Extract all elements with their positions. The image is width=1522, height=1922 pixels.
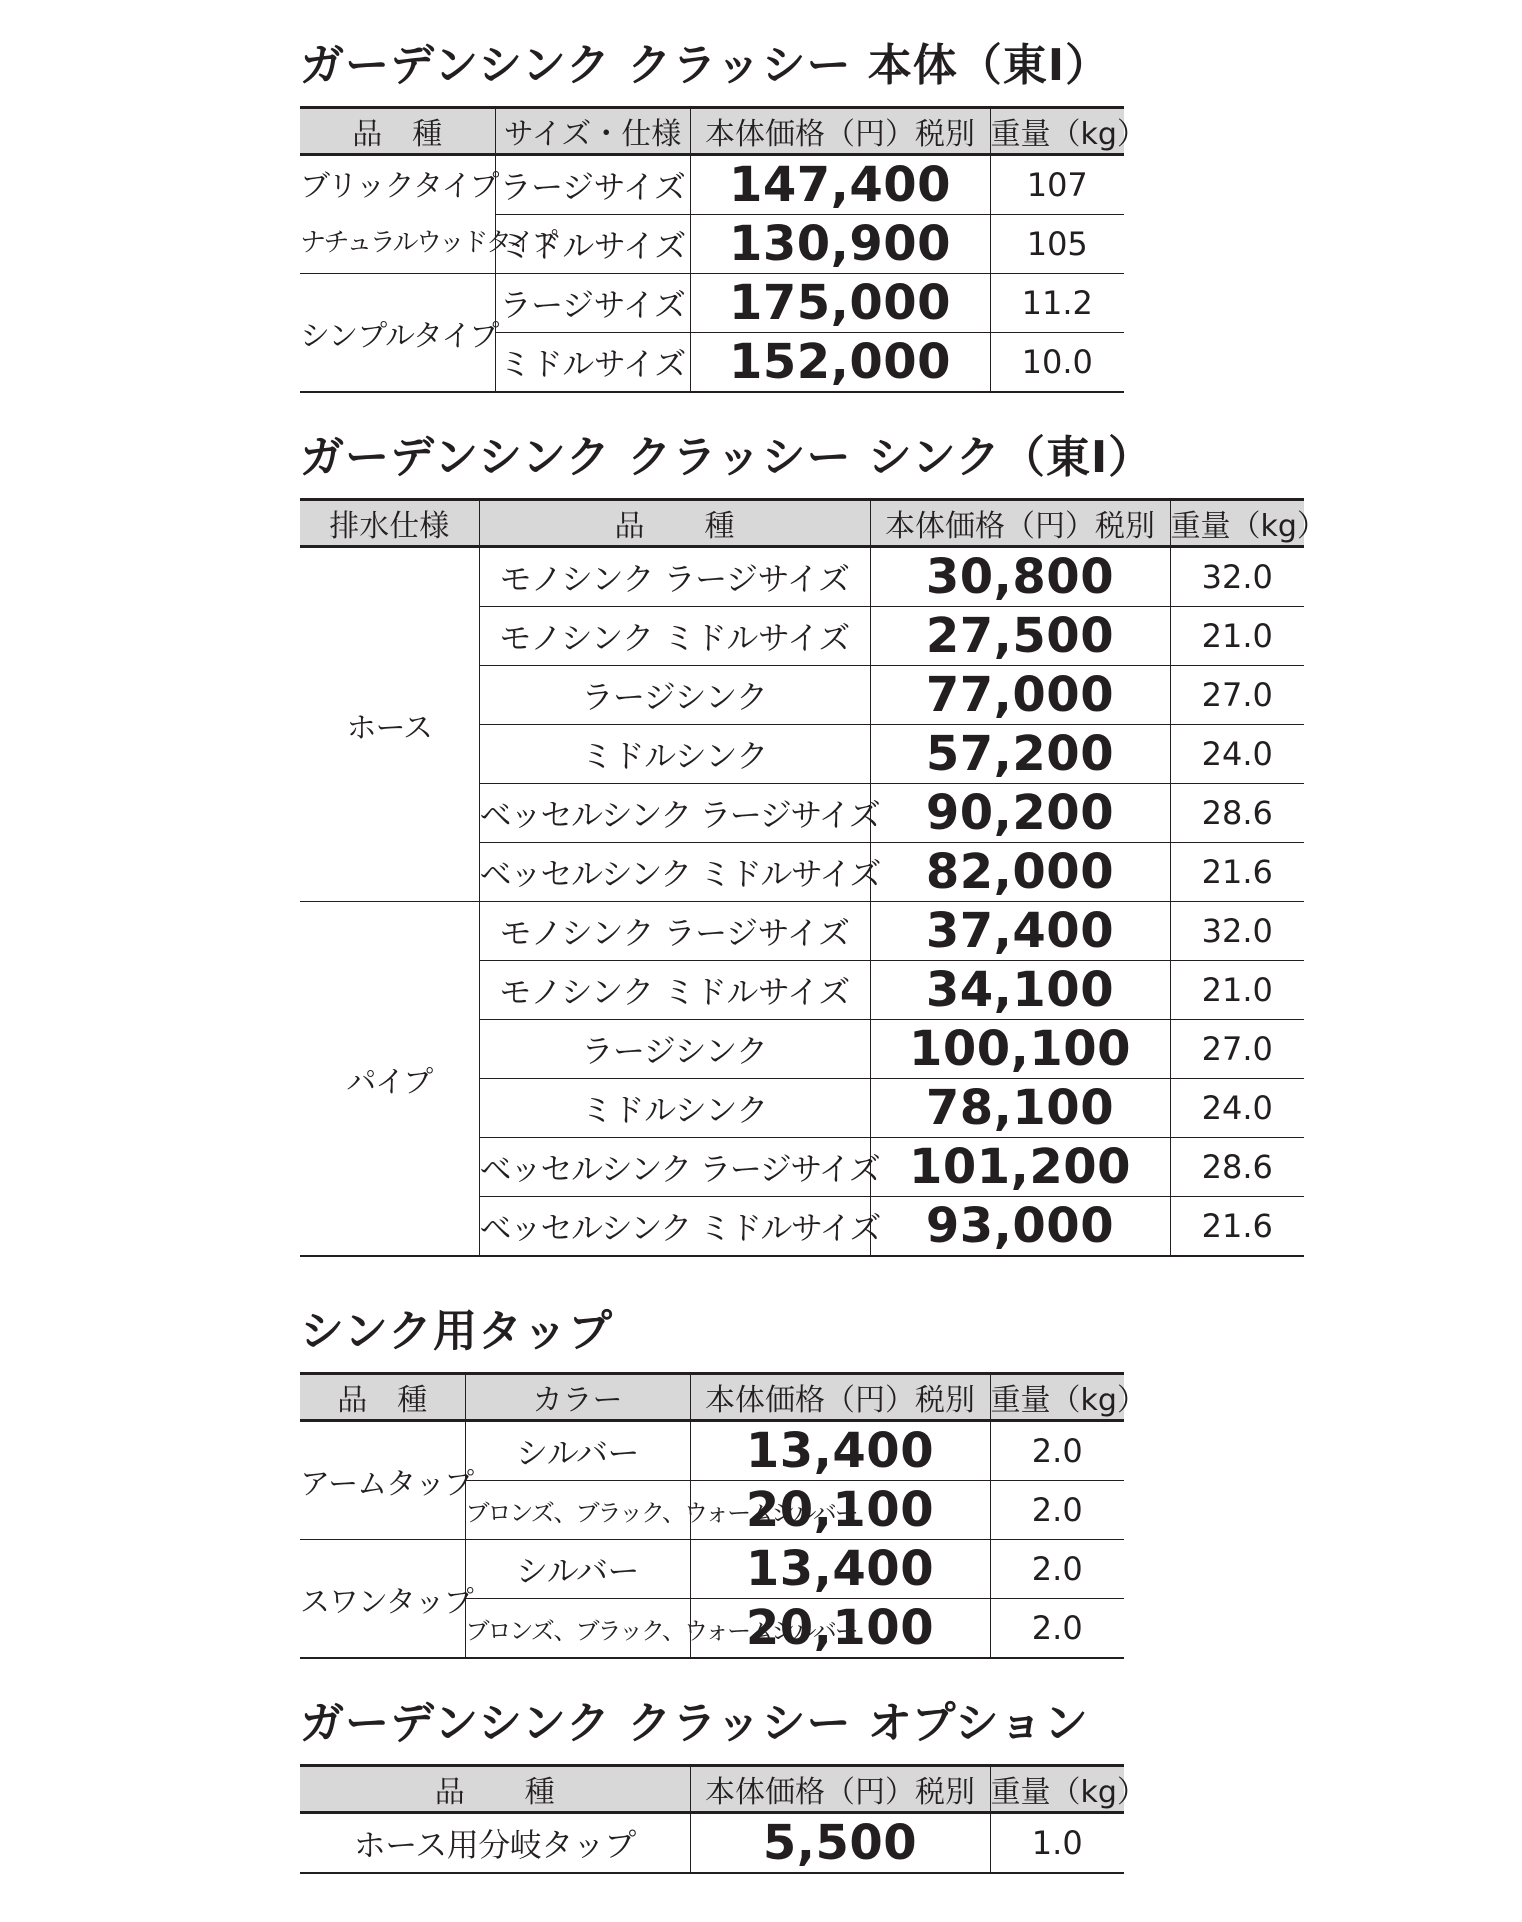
body-price-table [300, 106, 1147, 393]
weight-cell: 32.0 [1170, 902, 1304, 961]
group-label-line: ナチュラルウッドタイプ [300, 227, 556, 258]
weight-cell: 1.0 [990, 1813, 1124, 1874]
spec-cell: ラージサイズ [495, 274, 690, 333]
weight-cell: 27.0 [1170, 666, 1304, 725]
tap-section [300, 1304, 1147, 1659]
weight-cell: 21.0 [1170, 961, 1304, 1020]
price-cell: 147,400 [690, 155, 990, 215]
price-cell: 152,000 [690, 333, 990, 393]
header-hinshu: 品 種 [479, 500, 870, 547]
price-cell: 30,800 [870, 547, 1170, 607]
product-name-cell: モノシンク ミドルサイズ [479, 961, 870, 1020]
table-row [300, 902, 1304, 961]
price-cell: 13,400 [690, 1421, 990, 1481]
group-label-swan-tap: スワンタップ [300, 1540, 465, 1659]
option-price-table [300, 1764, 1147, 1874]
price-cell: 130,900 [690, 215, 990, 274]
group-label-hose: ホース [300, 547, 479, 902]
product-name-cell: モノシンク ラージサイズ [479, 902, 870, 961]
product-name-cell: ベッセルシンク ラージサイズ [479, 784, 870, 843]
header-weight: 重量（kg） [990, 1766, 1124, 1813]
product-name-cell: ホース用分岐タップ [300, 1813, 690, 1874]
group-label-brick-natural [300, 155, 556, 274]
weight-cell: 28.6 [1170, 784, 1304, 843]
header-color: カラー [465, 1374, 690, 1421]
price-cell: 13,400 [690, 1540, 990, 1599]
weight-cell: 2.0 [990, 1540, 1124, 1599]
body-section [300, 38, 1147, 393]
weight-cell: 21.6 [1170, 1197, 1304, 1257]
option-table-title: ガーデンシンク クラッシー オプション [300, 1698, 1089, 1749]
header-price: 本体価格（円）税別 [690, 108, 990, 155]
price-cell: 20,100 [690, 1599, 990, 1659]
header-drain-spec: 排水仕様 [300, 500, 479, 547]
weight-cell: 27.0 [1170, 1020, 1304, 1079]
header-size-spec: サイズ・仕様 [495, 108, 690, 155]
table-row [300, 1421, 1124, 1481]
weight-cell: 2.0 [990, 1481, 1124, 1540]
product-name-cell: ミドルシンク [479, 1079, 870, 1138]
product-name-cell: ラージシンク [479, 1020, 870, 1079]
price-cell: 57,200 [870, 725, 1170, 784]
table-row [300, 1540, 1124, 1599]
sink-price-table [300, 498, 1327, 1257]
header-hinshu: 品 種 [300, 1766, 690, 1813]
weight-cell: 2.0 [990, 1421, 1124, 1481]
price-cell: 37,400 [870, 902, 1170, 961]
price-cell: 77,000 [870, 666, 1170, 725]
weight-cell: 10.0 [990, 333, 1124, 393]
product-name-cell: ベッセルシンク ラージサイズ [479, 1138, 870, 1197]
weight-cell: 11.2 [990, 274, 1124, 333]
price-cell: 90,200 [870, 784, 1170, 843]
header-hinshu: 品 種 [300, 108, 495, 155]
header-price: 本体価格（円）税別 [870, 500, 1170, 547]
header-weight: 重量（kg） [990, 1374, 1124, 1421]
color-cell: ブロンズ、ブラック、ウォームシルバー [465, 1481, 690, 1540]
price-cell: 27,500 [870, 607, 1170, 666]
table-row [300, 155, 1124, 215]
group-label-pipe: パイプ [300, 902, 479, 1257]
price-cell: 34,100 [870, 961, 1170, 1020]
color-cell: シルバー [465, 1421, 690, 1481]
sink-section [300, 430, 1327, 1257]
price-cell: 82,000 [870, 843, 1170, 902]
sink-table-title: ガーデンシンク クラッシー シンク（東Ⅰ） [300, 432, 1154, 483]
weight-cell: 28.6 [1170, 1138, 1304, 1197]
table-row [300, 547, 1304, 607]
price-cell: 175,000 [690, 274, 990, 333]
header-weight: 重量（kg） [990, 108, 1124, 155]
body-table-title: ガーデンシンク クラッシー 本体（東Ⅰ） [300, 40, 1111, 91]
price-cell: 100,100 [870, 1020, 1170, 1079]
color-cell: シルバー [465, 1540, 690, 1599]
table-row [300, 274, 1124, 333]
spec-cell: ミドルサイズ [495, 333, 690, 393]
group-label-arm-tap: アームタップ [300, 1421, 465, 1540]
price-cell: 101,200 [870, 1138, 1170, 1197]
weight-cell: 105 [990, 215, 1124, 274]
price-cell: 5,500 [690, 1813, 990, 1874]
price-cell: 78,100 [870, 1079, 1170, 1138]
product-name-cell: ベッセルシンク ミドルサイズ [479, 1197, 870, 1257]
header-hinshu: 品 種 [300, 1374, 465, 1421]
table-row [300, 1813, 1124, 1874]
header-weight: 重量（kg） [1170, 500, 1304, 547]
tap-table-title: シンク用タップ [300, 1306, 614, 1357]
price-cell: 93,000 [870, 1197, 1170, 1257]
weight-cell: 107 [990, 155, 1124, 215]
color-cell: ブロンズ、ブラック、ウォームシルバー [465, 1599, 690, 1659]
header-price: 本体価格（円）税別 [690, 1766, 990, 1813]
product-name-cell: ベッセルシンク ミドルサイズ [479, 843, 870, 902]
product-name-cell: ラージシンク [479, 666, 870, 725]
weight-cell: 2.0 [990, 1599, 1124, 1659]
header-price: 本体価格（円）税別 [690, 1374, 990, 1421]
price-cell: 20,100 [690, 1481, 990, 1540]
group-label-line: ブリックタイプ [300, 168, 499, 204]
weight-cell: 21.0 [1170, 607, 1304, 666]
group-label-simple: シンプルタイプ [300, 274, 495, 393]
product-name-cell: モノシンク ラージサイズ [479, 547, 870, 607]
option-section [300, 1696, 1147, 1874]
weight-cell: 24.0 [1170, 725, 1304, 784]
weight-cell: 32.0 [1170, 547, 1304, 607]
spec-cell: ラージサイズ [495, 155, 690, 215]
spec-cell: ミドルサイズ [495, 215, 690, 274]
tap-price-table [300, 1372, 1147, 1659]
weight-cell: 24.0 [1170, 1079, 1304, 1138]
product-name-cell: モノシンク ミドルサイズ [479, 607, 870, 666]
product-name-cell: ミドルシンク [479, 725, 870, 784]
weight-cell: 21.6 [1170, 843, 1304, 902]
